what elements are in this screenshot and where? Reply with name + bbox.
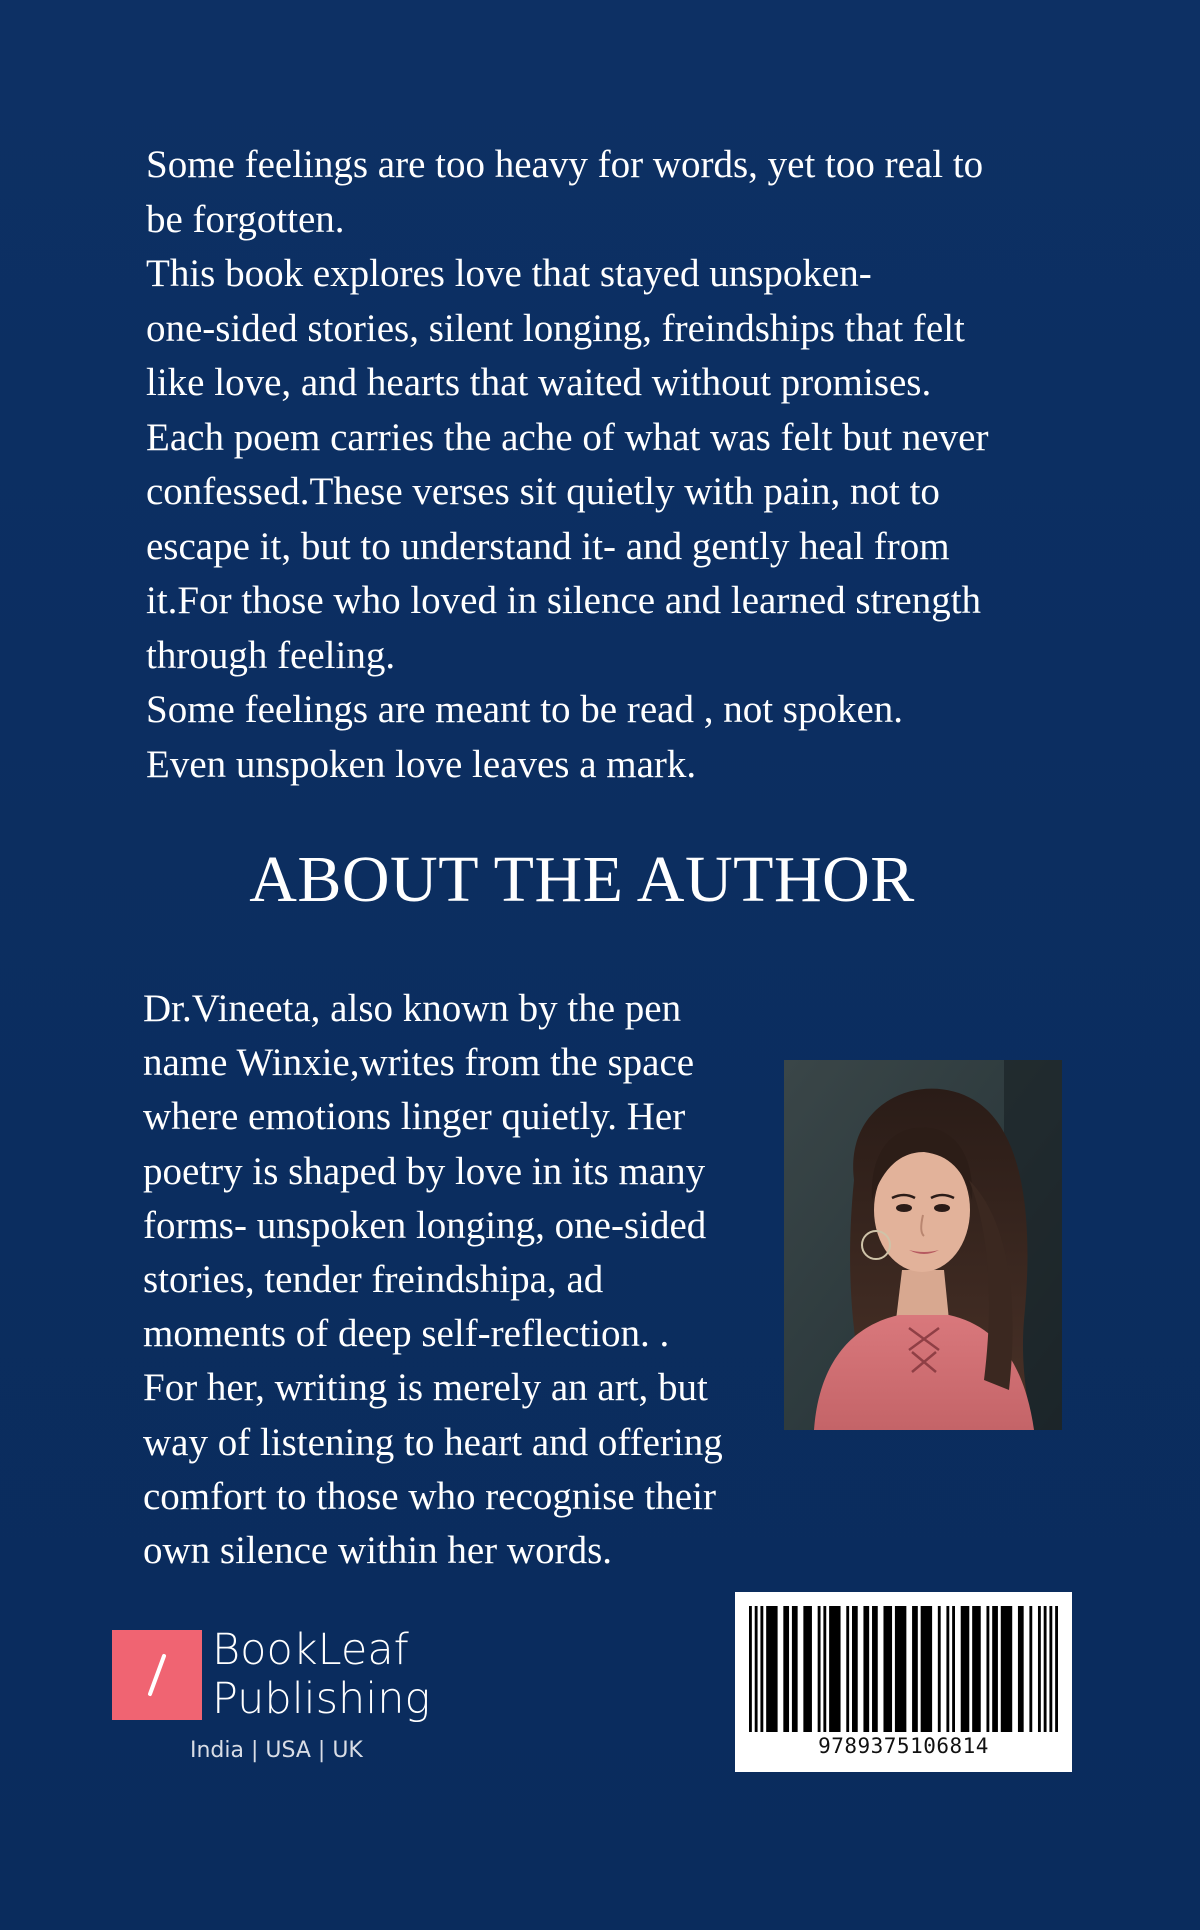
barcode-bar	[846, 1606, 849, 1732]
publisher-regions: India | USA | UK	[190, 1738, 363, 1763]
barcode-bar	[961, 1606, 970, 1732]
barcode-bar	[972, 1606, 981, 1732]
barcode-bar	[1018, 1606, 1024, 1732]
barcode-bar	[852, 1606, 858, 1732]
barcode-bar	[1049, 1606, 1052, 1732]
blurb-paragraph: Some feelings are meant to be read , not spoken.	[146, 688, 904, 731]
about-author-heading: ABOUT THE AUTHOR	[249, 843, 915, 916]
barcode-bar	[823, 1606, 826, 1732]
isbn-barcode	[735, 1592, 1072, 1772]
publisher-logo	[112, 1625, 452, 1770]
blurb-paragraph: This book explores love that stayed unspoken- one-sided stories, silent longing, freindships that felt like love, and hearts that waited without promises. Each poem carries the ache of what was felt but never confessed.These verses sit quietly with pain, not to escape it, but to understand it- and gently heal from it.For those who loved in silence and learned strength through feeling.	[146, 252, 989, 677]
barcode-bars	[749, 1606, 1058, 1732]
barcode-bar	[760, 1606, 763, 1732]
isbn-number: 9789375106814	[818, 1734, 989, 1758]
barcode-bar	[952, 1606, 955, 1732]
blurb-paragraph: Some feelings are too heavy for words, yet too real to be forgotten.	[146, 143, 984, 241]
barcode-bar	[1055, 1606, 1058, 1732]
publisher-name: BookLeaf Publishing	[212, 1625, 431, 1724]
barcode-bar	[895, 1606, 906, 1732]
barcode-bar	[792, 1606, 798, 1732]
barcode-bar	[883, 1606, 892, 1732]
barcode-bar	[938, 1606, 941, 1732]
blurb-paragraph: Even unspoken love leaves a mark.	[146, 742, 697, 786]
book-blurb	[146, 138, 1066, 792]
barcode-bar	[992, 1606, 998, 1732]
barcode-bar	[986, 1606, 989, 1732]
barcode-bar	[818, 1606, 821, 1732]
barcode-bar	[1029, 1606, 1032, 1732]
barcode-bar	[872, 1606, 878, 1732]
barcode-bar	[863, 1606, 869, 1732]
barcode-bar	[946, 1606, 949, 1732]
barcode-bar	[766, 1606, 777, 1732]
barcode-bar	[803, 1606, 812, 1732]
barcode-bar	[1001, 1606, 1012, 1732]
barcode-bar	[1038, 1606, 1041, 1732]
publisher-mark-icon	[112, 1630, 202, 1720]
barcode-bar	[829, 1606, 840, 1732]
barcode-bar	[912, 1606, 918, 1732]
barcode-bar	[783, 1606, 789, 1732]
author-photo	[784, 1060, 1062, 1430]
barcode-bar	[749, 1606, 752, 1732]
author-bio: Dr.Vineeta, also known by the pen name Winxie,writes from the space where emotions linger quietly. Her poetry is shaped by love in its many forms- unspoken longing, one-sided stories, tender freindshipa, ad moments of deep self-reflection. . For her, writing is merely an art, but way of listening to heart and offering comfort to those who recognise their own silence within her words.	[143, 987, 723, 1573]
barcode-bar	[755, 1606, 758, 1732]
barcode-bar	[921, 1606, 932, 1732]
barcode-bar	[1044, 1606, 1047, 1732]
